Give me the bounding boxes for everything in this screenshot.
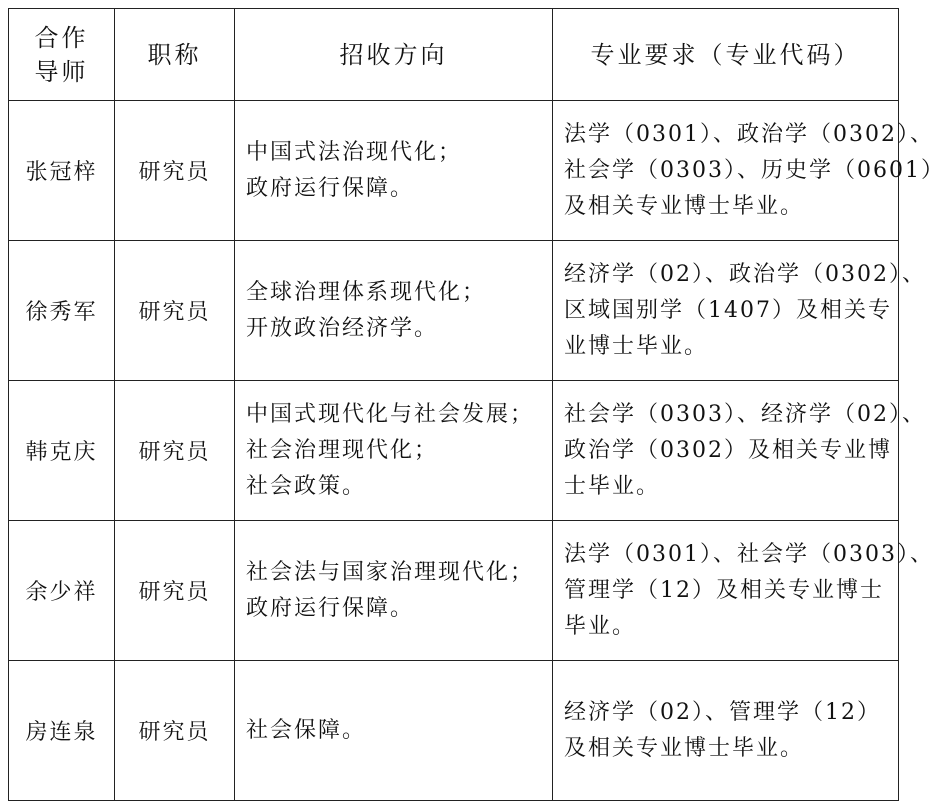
requirement-line: 管理学（12）及相关专业博士 xyxy=(564,577,884,603)
header-requirements-label: 专业要求（专业代码） xyxy=(590,40,861,69)
major-requirements xyxy=(553,661,899,801)
requirement-line: 经济学（02）、管理学（12） xyxy=(564,699,881,725)
research-directions xyxy=(235,661,553,801)
research-directions xyxy=(235,241,553,381)
supervisor-title: 研究员 xyxy=(115,521,235,661)
direction-line: 社会政策。 xyxy=(246,473,367,499)
header-directions xyxy=(235,9,553,101)
requirement-line: 毕业。 xyxy=(564,613,637,639)
supervisor-title: 研究员 xyxy=(115,101,235,241)
direction-line: 开放政治经济学。 xyxy=(246,315,439,341)
header-directions-label: 招收方向 xyxy=(339,40,448,69)
table-row xyxy=(9,241,899,381)
requirement-line: 法学（0301）、社会学（0303）、 xyxy=(564,541,934,567)
major-requirements xyxy=(553,521,934,661)
table-row xyxy=(9,381,899,521)
direction-line: 中国式法治现代化； xyxy=(246,139,463,165)
supervisor-table xyxy=(8,8,945,801)
requirement-line: 社会学（0303）、历史学（0601） xyxy=(564,157,945,183)
table-row xyxy=(9,521,899,661)
supervisor-name: 徐秀军 xyxy=(9,241,115,381)
direction-line: 社会治理现代化； xyxy=(246,437,439,463)
supervisor-title: 研究员 xyxy=(115,661,235,801)
header-supervisor xyxy=(9,9,115,101)
header-supervisor-line-2: 导师 xyxy=(34,57,89,86)
supervisor-name: 韩克庆 xyxy=(9,381,115,521)
research-directions xyxy=(235,521,553,661)
requirement-line: 士毕业。 xyxy=(564,473,661,499)
requirement-line: 社会学（0303）、经济学（02）、 xyxy=(564,401,926,427)
research-directions xyxy=(235,101,553,241)
direction-line: 全球治理体系现代化； xyxy=(246,279,487,305)
header-requirements xyxy=(553,9,899,101)
requirement-line: 及相关专业博士毕业。 xyxy=(564,735,805,761)
major-requirements xyxy=(553,101,945,241)
requirement-line: 法学（0301）、政治学（0302）、 xyxy=(564,121,934,147)
major-requirements xyxy=(553,241,926,381)
requirement-line: 及相关专业博士毕业。 xyxy=(564,193,805,219)
direction-line: 政府运行保障。 xyxy=(246,595,415,621)
research-directions xyxy=(235,381,553,521)
direction-line: 社会保障。 xyxy=(246,717,367,743)
requirement-line: 区域国别学（1407）及相关专 xyxy=(564,297,892,323)
header-supervisor-line-1: 合作 xyxy=(34,23,89,52)
supervisor-name: 房连泉 xyxy=(9,661,115,801)
table-row xyxy=(9,101,899,241)
major-requirements xyxy=(553,381,926,521)
supervisor-name: 余少祥 xyxy=(9,521,115,661)
requirement-line: 经济学（02）、政治学（0302）、 xyxy=(564,261,926,287)
direction-line: 中国式现代化与社会发展； xyxy=(246,401,535,427)
header-title-label: 职称 xyxy=(147,40,202,69)
supervisor-name: 张冠梓 xyxy=(9,101,115,241)
requirement-line: 业博士毕业。 xyxy=(564,333,709,359)
header-row xyxy=(9,9,899,101)
supervisor-title: 研究员 xyxy=(115,241,235,381)
header-title xyxy=(115,9,235,101)
table-row xyxy=(9,661,899,801)
supervisor-title: 研究员 xyxy=(115,381,235,521)
direction-line: 政府运行保障。 xyxy=(246,175,415,201)
direction-line: 社会法与国家治理现代化； xyxy=(246,559,535,585)
requirement-line: 政治学（0302）及相关专业博 xyxy=(564,437,892,463)
